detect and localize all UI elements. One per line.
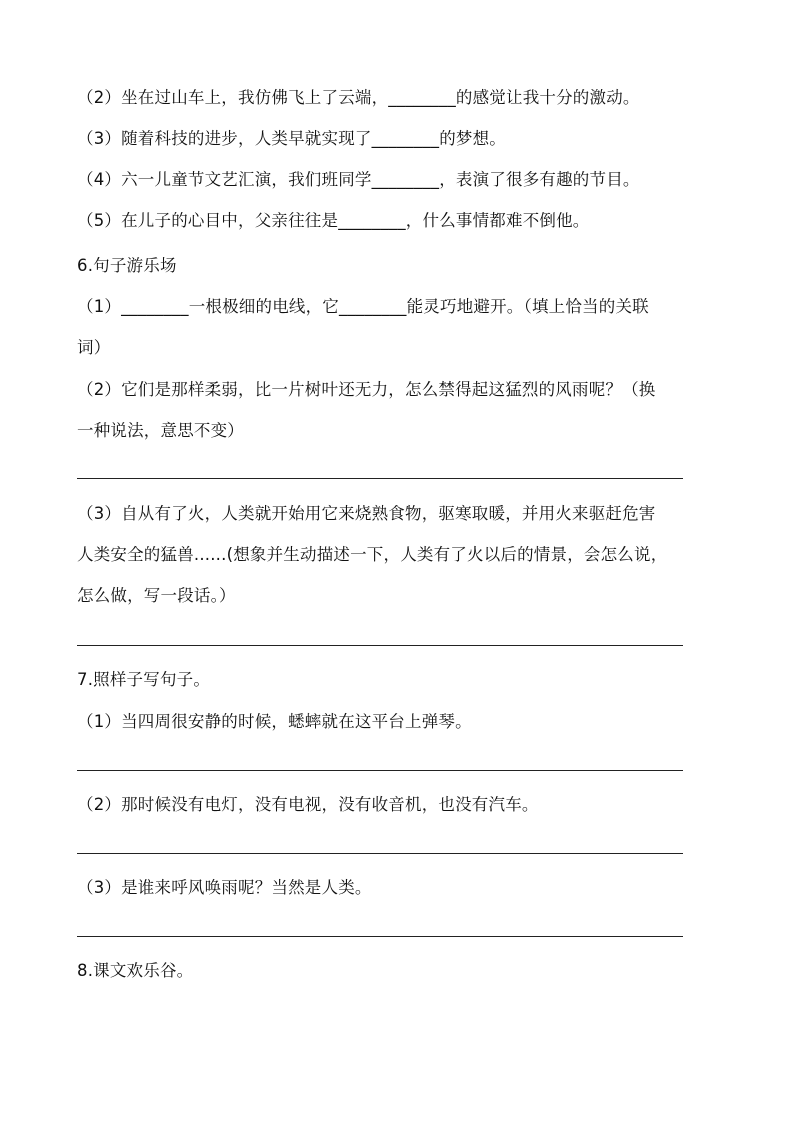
section-6-q1-line-1: （1）________一根极细的电线，它________能灵巧地避开。（填上恰当的关联 [77, 297, 649, 316]
section-6-q3-line-3: 怎么做，写一段话。） [77, 586, 236, 605]
section-6-q3-line-1: （3）自从有了火，人类就开始用它来烧熟食物，驱寒取暖，并用火来驱赶危害 [77, 504, 656, 523]
answer-line-7-3[interactable] [77, 936, 683, 937]
section-6-q2-line-2: 一种说法，意思不变） [77, 421, 244, 440]
section-8-title: 8.课文欢乐谷。 [77, 961, 194, 980]
section-6-q1-line-2: 词） [77, 338, 111, 357]
section-6-q3-line-2: 人类安全的猛兽......(想象并生动描述一下，人类有了火以后的情景，会怎么说， [77, 545, 668, 564]
section-6-title: 6.句子游乐场 [77, 256, 177, 275]
fill-blank-item-3: （3）随着科技的进步，人类早就实现了________的梦想。 [77, 129, 506, 148]
fill-blank-item-2: （2）坐在过山车上，我仿佛飞上了云端，________的感觉让我十分的激动。 [77, 88, 640, 107]
section-7-q1: （1）当四周很安静的时候，蟋蟀就在这平台上弹琴。 [77, 712, 472, 731]
answer-line-7-1[interactable] [77, 770, 683, 771]
fill-blank-item-4: （4）六一儿童节文艺汇演，我们班同学________，表演了很多有趣的节目。 [77, 170, 640, 189]
answer-line-6-2[interactable] [77, 478, 683, 479]
answer-line-6-3[interactable] [77, 645, 683, 646]
answer-line-7-2[interactable] [77, 853, 683, 854]
section-6-q2-line-1: （2）它们是那样柔弱，比一片树叶还无力，怎么禁得起这猛烈的风雨呢？（换 [77, 380, 656, 399]
section-7-title: 7.照样子写句子。 [77, 670, 211, 689]
section-7-q3: （3）是谁来呼风唤雨呢？当然是人类。 [77, 878, 372, 897]
section-7-q2: （2）那时候没有电灯，没有电视，没有收音机，也没有汽车。 [77, 795, 539, 814]
fill-blank-item-5: （5）在儿子的心目中，父亲往往是________，什么事情都难不倒他。 [77, 211, 590, 230]
